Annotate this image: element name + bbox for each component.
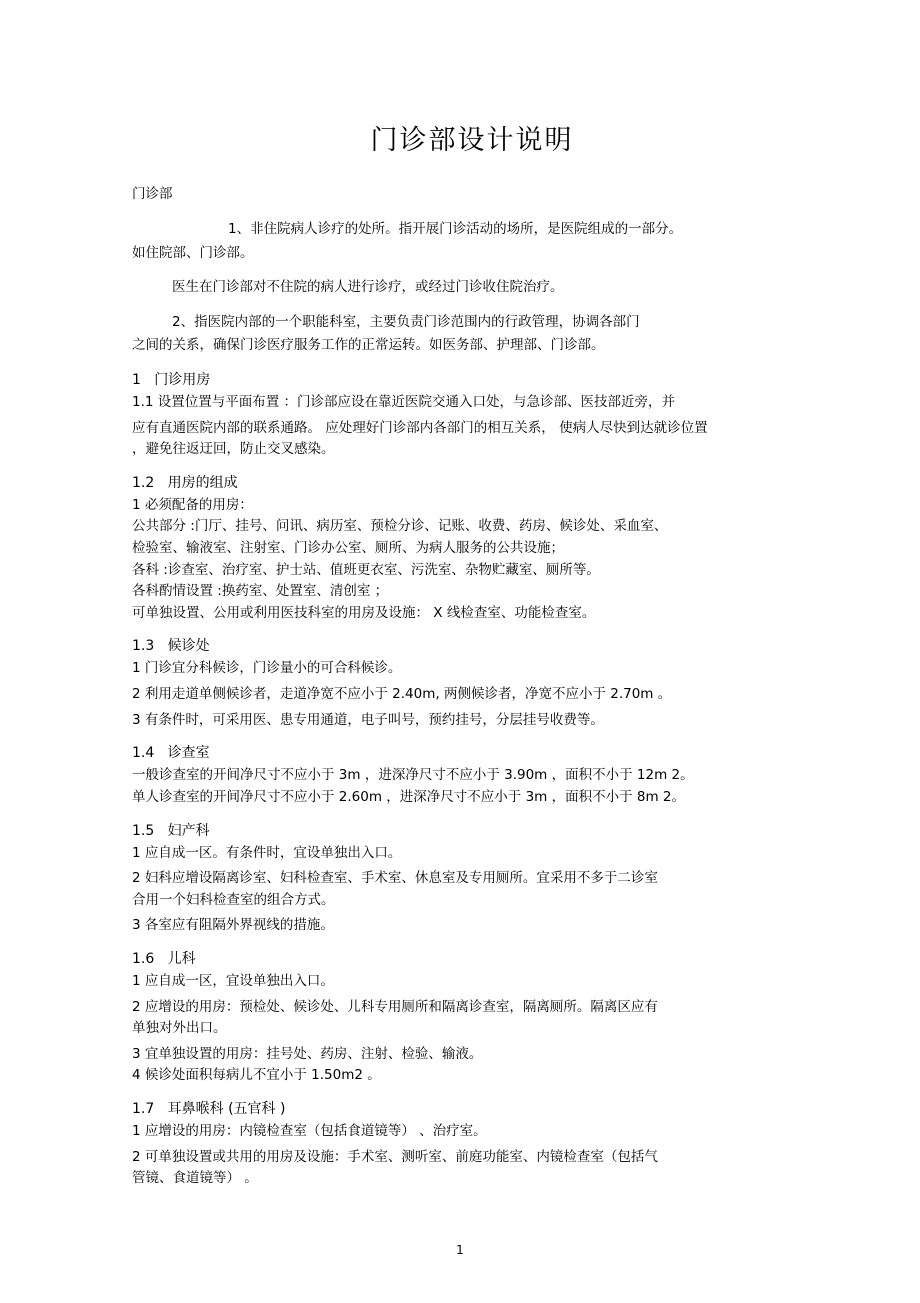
section-heading-5 [132,819,802,843]
section-heading-6 [132,947,802,971]
section-4-line-2: 单人诊查室的开间净尺寸不应小于 2.60m ，进深净尺寸不应小于 3m ，面积不小于 8m 2。 [132,788,686,805]
section-2-line-5: 各科酌情设置 :换药室、处置室、清创室 ； [132,583,389,600]
section-5-line-2: 2 妇科应增设隔离诊室、妇科检查室、手术室、休息室及专用厕所。宜采用不多于二诊室 [132,870,658,887]
section-3-line-1: 1 门诊宜分科候诊，门诊量小的可合科候诊。 [132,660,402,677]
section-title-2: 用房的组成 [167,474,238,491]
section-heading-7 [132,1097,802,1121]
section-title-5: 妇产科 [167,822,210,839]
section-5-line-4: 3 各室应有阻隔外界视线的措施。 [132,917,334,934]
section-1-line-1: 1.1 设置位置与平面布置 ：门诊部应设在靠近医院交通入口处，与急诊部、医技部近旁，并 [132,393,676,410]
section-2-line-6: 可单独设置、公用或利用医技科室的用房及设施： X 线检查室、功能检查室。 [132,604,596,621]
page-title: 门诊部设计说明 [370,125,574,156]
section-1-line-3: ，避免往返迂回，防止交叉感染。 [132,441,335,458]
section-title-1: 门诊用房 [154,371,211,388]
section-6-line-4: 3 宜单独设置的用房：挂号处、药房、注射、检验、输液。 [132,1045,483,1062]
section-5-line-1: 1 应自成一区。有条件时，宜设单独出入口。 [132,844,402,861]
section-heading-4 [132,741,802,765]
section-title-6: 儿科 [167,950,196,967]
intro-item-2-continued: 之间的关系，确保门诊医疗服务工作的正常运转。如医务部、护理部、门诊部。 [132,337,605,354]
section-7-line-1: 1 应增设的用房：内镜检查室（包括食道镜等） 、治疗室。 [132,1123,487,1140]
section-6-line-2: 2 应增设的用房：预检处、候诊处、儿科专用厕所和隔离诊查室，隔离厕所。隔离区应有 [132,998,658,1015]
intro-item-1: 1、非住院病人诊疗的处所。指开展门诊活动的场所，是医院组成的一部分。 [228,221,683,238]
section-number-2: 1.2 [132,474,155,491]
section-title-3: 候诊处 [167,638,210,655]
intro-item-2: 2、指医院内部的一个职能科室，主要负责门诊范围内的行政管理，协调各部门 [172,313,640,330]
section-heading-1 [132,368,802,392]
section-number-3: 1.3 [132,638,155,655]
section-number-1: 1 [132,371,141,388]
intro-heading: 门诊部 [132,186,173,202]
section-title-4: 诊查室 [167,745,210,762]
section-7-line-3: 管镜、食道镜等） 。 [132,1170,258,1187]
section-number-4: 1.4 [132,745,155,762]
section-number-5: 1.5 [132,822,155,839]
section-2-line-4: 各科 :诊查室、治疗室、护士站、值班更衣室、污洗室、杂物贮藏室、厕所等。 [132,561,600,578]
section-title-7: 耳鼻喉科 (五官科 ) [167,1101,286,1118]
section-3-line-2: 2 利用走道单侧候诊者，走道净宽不应小于 2.40m, 两侧候诊者，净宽不应小于 2.70m 。 [132,686,672,703]
section-7-line-2: 2 可单独设置或共用的用房及设施：手术室、测听室、前庭功能室、内镜检查室（包括气 [132,1148,658,1165]
section-3-line-3: 3 有条件时，可采用医、患专用通道，电子叫号，预约挂号，分层挂号收费等。 [132,711,604,728]
section-4-line-1: 一般诊查室的开间净尺寸不应小于 3m ，进深净尺寸不应小于 3.90m ，面积不小于 12m 2。 [132,767,694,784]
section-2-line-3: 检验室、输液室、注射室、门诊办公室、厕所、为病人服务的公共设施； [132,540,564,557]
section-2-line-1: 1 必须配备的用房： [132,496,253,513]
section-number-6: 1.6 [132,950,155,967]
section-6-line-5: 4 候诊处面积每病儿不宜小于 1.50m2 。 [132,1067,381,1084]
page-number: 1 [456,1243,464,1257]
section-6-line-1: 1 应自成一区，宜设单独出入口。 [132,973,334,990]
intro-item-1-continued: 如住院部、门诊部。 [132,244,254,261]
intro-item-1b: 医生在门诊部对不住院的病人进行诊疗，或经过门诊收住院治疗。 [172,279,564,296]
section-heading-2 [132,471,802,495]
section-number-7: 1.7 [132,1101,155,1118]
section-heading-3 [132,634,802,658]
section-1-line-2: 应有直通医院内部的联系通路。 应处理好门诊部内各部门的相互关系， 使病人尽快到达就诊位置 [132,419,708,436]
section-5-line-3: 合用一个妇科检查室的组合方式。 [132,891,335,908]
section-6-line-3: 单独对外出口。 [132,1020,227,1037]
section-2-line-2: 公共部分 :门厅、挂号、问讯、病历室、预检分诊、记账、收费、药房、候诊处、采血室、 [132,518,668,535]
